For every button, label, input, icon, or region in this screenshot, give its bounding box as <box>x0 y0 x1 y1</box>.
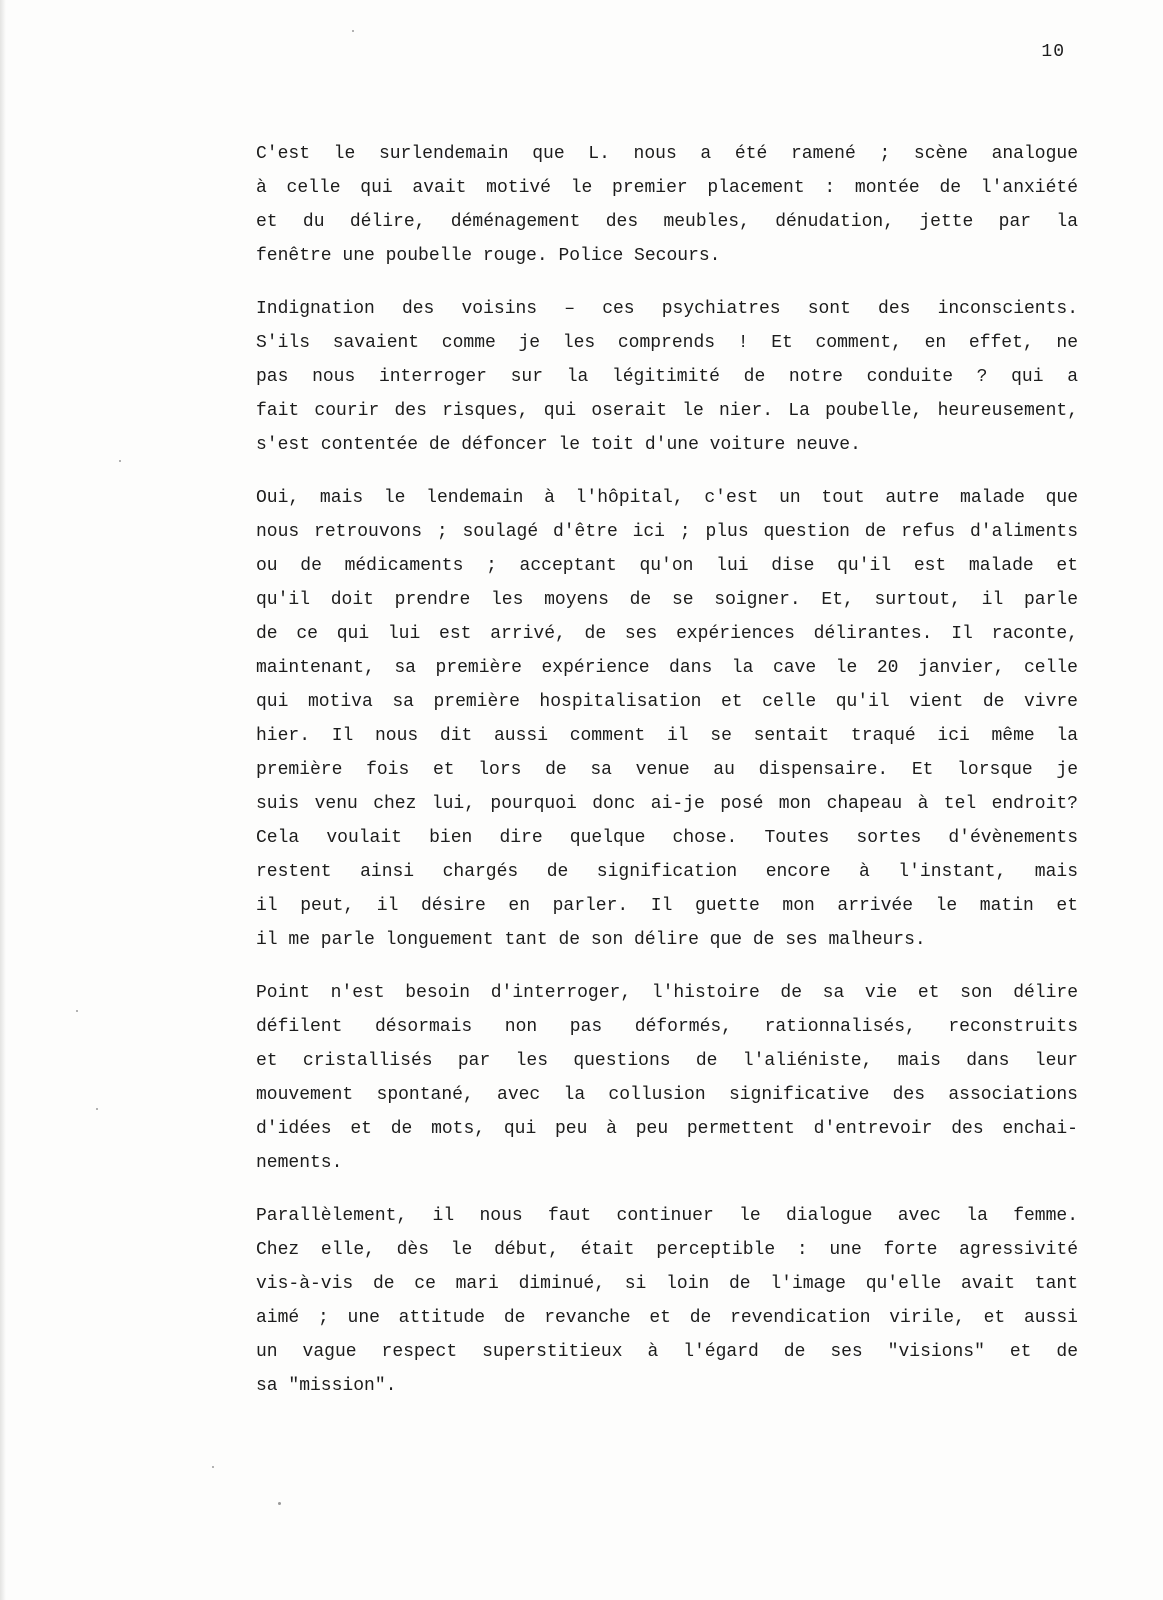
text-line: maintenant, sa première expérience dans la cave le 20 janvier, celle <box>256 658 1078 678</box>
scan-speck <box>278 1502 281 1505</box>
text-line: à celle qui avait motivé le premier placement : montée de l'anxiété <box>256 178 1078 198</box>
text-line: de ce qui lui est arrivé, de ses expériences délirantes. Il raconte, <box>256 624 1078 644</box>
scan-speck <box>96 1108 98 1110</box>
text-line: s'est contentée de défoncer le toit d'une voiture neuve. <box>256 435 861 455</box>
text-line: fenêtre une poubelle rouge. Police Secours. <box>256 246 721 266</box>
text-line: S'ils savaient comme je les comprends ! Et comment, en effet, ne <box>256 333 1078 353</box>
text-line: Chez elle, dès le début, était perceptible : une forte agressivité <box>256 1240 1078 1260</box>
paragraph-1 <box>256 137 1078 273</box>
text-line: d'idées et de mots, qui peu à peu permettent d'entrevoir des enchai- <box>256 1119 1078 1139</box>
text-line: et du délire, déménagement des meubles, dénudation, jette par la <box>256 212 1078 232</box>
scan-speck <box>352 30 354 32</box>
text-line: Indignation des voisins – ces psychiatres sont des inconscients. <box>256 299 1078 319</box>
text-line: Cela voulait bien dire quelque chose. Toutes sortes d'évènements <box>256 828 1078 848</box>
text-line: pas nous interroger sur la légitimité de notre conduite ? qui a <box>256 367 1078 387</box>
text-line: et cristallisés par les questions de l'aliéniste, mais dans leur <box>256 1051 1078 1071</box>
text-line: il peut, il désire en parler. Il guette mon arrivée le matin et <box>256 896 1078 916</box>
text-line: aimé ; une attitude de revanche et de revendication virile, et aussi <box>256 1308 1078 1328</box>
text-line: fait courir des risques, qui oserait le nier. La poubelle, heureusement, <box>256 401 1078 421</box>
text-line: Parallèlement, il nous faut continuer le dialogue avec la femme. <box>256 1206 1078 1226</box>
text-line: un vague respect superstitieux à l'égard de ses "visions" et de <box>256 1342 1078 1362</box>
text-line: C'est le surlendemain que L. nous a été ramené ; scène analogue <box>256 144 1078 164</box>
text-line: il me parle longuement tant de son délire que de ses malheurs. <box>256 930 926 950</box>
paragraph-4 <box>256 976 1078 1180</box>
text-line: qui motiva sa première hospitalisation et celle qu'il vient de vivre <box>256 692 1078 712</box>
text-line: ou de médicaments ; acceptant qu'on lui dise qu'il est malade et <box>256 556 1078 576</box>
text-line: qu'il doit prendre les moyens de se soigner. Et, surtout, il parle <box>256 590 1078 610</box>
text-line: nous retrouvons ; soulagé d'être ici ; plus question de refus d'aliments <box>256 522 1078 542</box>
text-line: suis venu chez lui, pourquoi donc ai-je posé mon chapeau à tel endroit? <box>256 794 1078 814</box>
page-number: 10 <box>1041 42 1065 62</box>
paragraph-3 <box>256 481 1078 957</box>
text-line: restent ainsi chargés de signification encore à l'instant, mais <box>256 862 1078 882</box>
scan-speck <box>76 1010 78 1012</box>
text-line: hier. Il nous dit aussi comment il se sentait traqué ici même la <box>256 726 1078 746</box>
text-line: défilent désormais non pas déformés, rationnalisés, reconstruits <box>256 1017 1078 1037</box>
document-body <box>256 137 1078 1422</box>
text-line: Point n'est besoin d'interroger, l'histoire de sa vie et son délire <box>256 983 1078 1003</box>
text-line: nements. <box>256 1153 343 1173</box>
scan-edge <box>0 0 6 1600</box>
text-line: Oui, mais le lendemain à l'hôpital, c'est un tout autre malade que <box>256 488 1078 508</box>
text-line: vis-à-vis de ce mari diminué, si loin de l'image qu'elle avait tant <box>256 1274 1078 1294</box>
paragraph-2 <box>256 292 1078 462</box>
scan-speck <box>212 1466 214 1468</box>
scan-speck <box>119 460 121 462</box>
paragraph-5 <box>256 1199 1078 1403</box>
text-line: première fois et lors de sa venue au dispensaire. Et lorsque je <box>256 760 1078 780</box>
text-line: sa "mission". <box>256 1376 397 1396</box>
text-line: mouvement spontané, avec la collusion significative des associations <box>256 1085 1078 1105</box>
